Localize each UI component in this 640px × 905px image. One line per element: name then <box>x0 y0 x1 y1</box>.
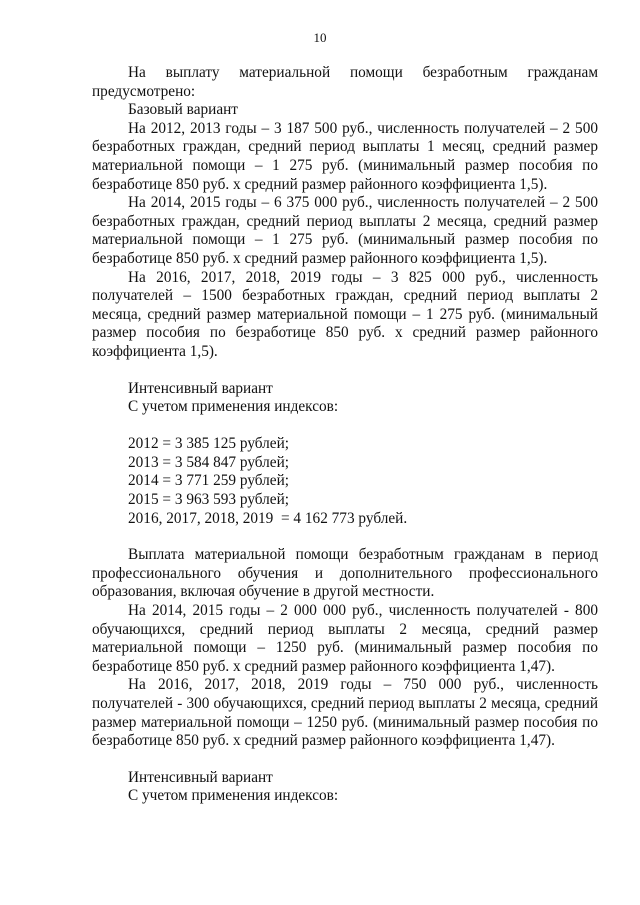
training-intro-paragraph: Выплата материальной помощи безработным гражданам в период профессионального обучения и дополнительного профессионального образования, включая обучение в другой местности. <box>92 546 598 601</box>
index-item: 2016, 2017, 2018, 2019 = 4 162 773 рублей. <box>128 509 408 527</box>
base-paragraph-2014-2015: На 2014, 2015 годы – 6 375 000 руб., численность получателей – 2 500 безработных граждан, средний период выплаты 2 месяца, средний размер материальной помощи – 1 275 руб. (минимальный размер пособия по безработице 850 руб. х средний размер районного коэффициента 1,5). <box>92 194 598 267</box>
base-paragraph-2016-2019: На 2016, 2017, 2018, 2019 годы – 3 825 000 руб., численность получателей – 1500 безработных граждан, средний период выплаты 2 месяца, средний размер материальной помощи – 1 275 руб. (минимальный размер пособия по безработице 850 руб. х средний размер районного коэффициента 1,5). <box>92 268 598 360</box>
intro-paragraph: На выплату материальной помощи безработным гражданам предусмотрено: <box>92 64 598 100</box>
base-variant-heading: Базовый вариант <box>128 101 238 119</box>
indices-subheading: С учетом применения индексов: <box>128 398 339 416</box>
index-item: 2014 = 3 771 259 рублей; <box>128 472 290 490</box>
training-paragraph-2016-2019: На 2016, 2017, 2018, 2019 годы – 750 000 руб., численность получателей - 300 обучающихся, средний период выплаты 2 месяца, средний размер материальной помощи – 1250 руб. (минимальный размер пособия по безработице 850 руб. х средний размер районного коэффициента 1,47). <box>92 676 598 750</box>
intensive-variant-heading-2: Интенсивный вариант <box>128 768 273 786</box>
index-list <box>92 435 598 528</box>
indices-subheading-2: С учетом применения индексов: <box>128 787 339 805</box>
index-item: 2015 = 3 963 593 рублей; <box>128 491 290 509</box>
document-body <box>92 64 598 806</box>
page-number: 10 <box>313 30 327 45</box>
training-paragraph-2014-2015: На 2014, 2015 годы – 2 000 000 руб., численность получателей - 800 обучающихся, средний период выплаты 2 месяца, средний размер материальной помощи – 1250 руб. (минимальный размер пособия по безработице 850 руб. х средний размер районного коэффициента 1,47). <box>92 602 598 675</box>
base-paragraph-2012-2013: На 2012, 2013 годы – 3 187 500 руб., численность получателей – 2 500 безработных граждан, средний период выплаты 1 месяц, средний размер материальной помощи – 1 275 руб. (минимальный размер пособия по безработице 850 руб. х средний размер районного коэффициента 1,5). <box>92 119 598 193</box>
index-item: 2012 = 3 385 125 рублей; <box>128 435 290 453</box>
index-item: 2013 = 3 584 847 рублей; <box>128 453 290 471</box>
intensive-variant-heading: Интенсивный вариант <box>128 379 273 397</box>
